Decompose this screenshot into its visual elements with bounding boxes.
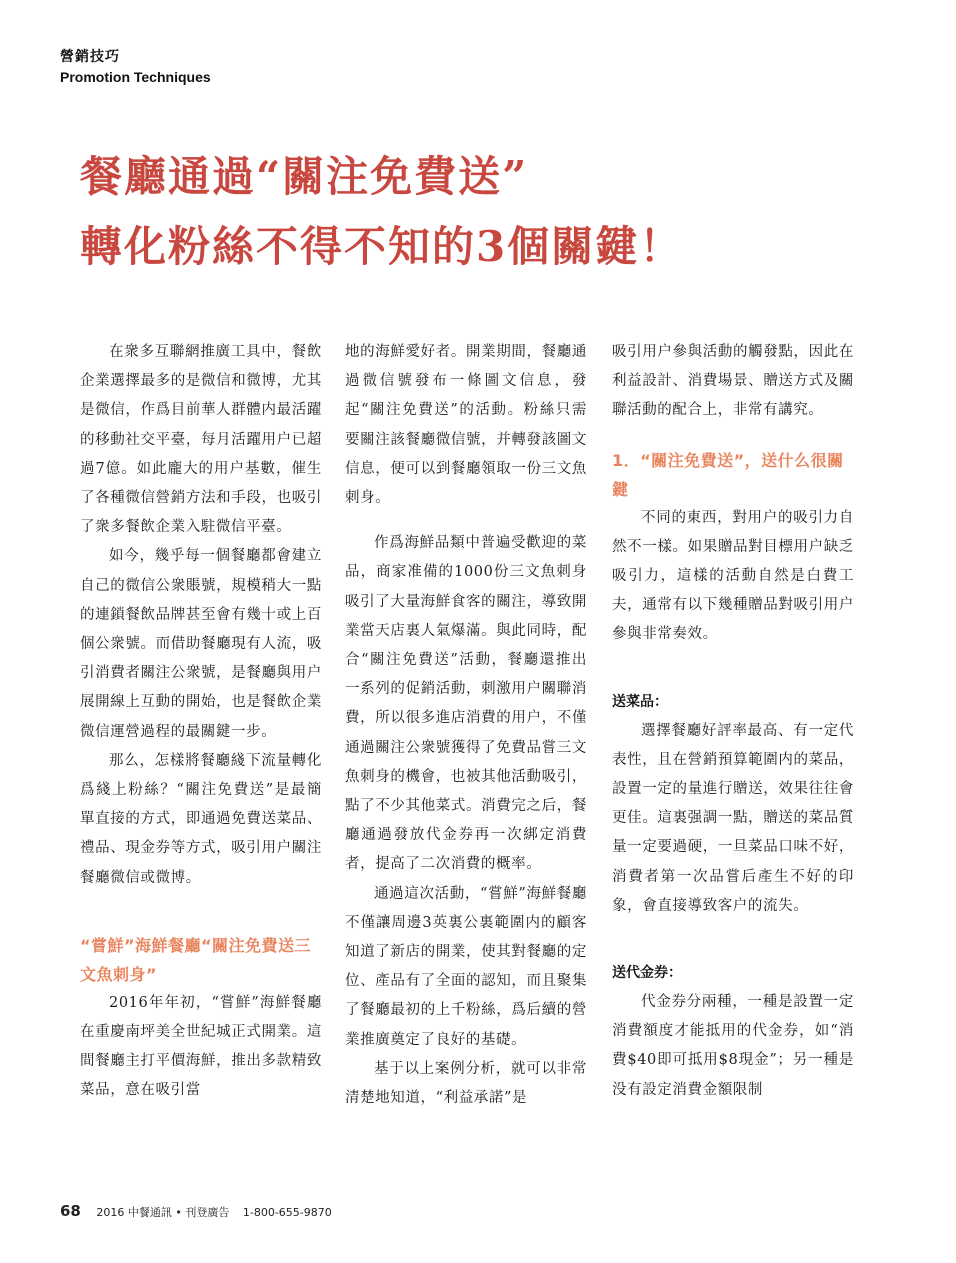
- paragraph: 不同的東西，對用户的吸引力自然不一樣。如果贈品對目標用户缺乏吸引力，這樣的活動自然是白費工夫，通常有以下幾種贈品對吸引用户參與非常奏效。: [612, 509, 854, 643]
- article-title-line-1: 餐廳通過“關注免費送”: [80, 152, 529, 201]
- paragraph: 如今，幾乎每一個餐廳都會建立自己的微信公衆賬號，規模稍大一點的連鎖餐飲品牌甚至會有幾十或上百個公衆號。而借助餐廳現有人流，吸引消費者關注公衆號，是餐廳與用户展開線上互動的開始，也是餐飲企業微信運營過程的最關鍵一步。: [80, 548, 322, 740]
- publication-info: 2016 中餐通訊 • 刊登廣告: [96, 1206, 230, 1219]
- article-title-line-2: 轉化粉絲不得不知的3個關鍵！: [80, 222, 684, 271]
- section-heading: 1．“關注免費送”，送什么很關鍵: [612, 450, 844, 499]
- text-column-3: [612, 338, 854, 1105]
- phone-number: 1-800-655-9870: [242, 1206, 332, 1219]
- page-number: 68: [60, 1202, 81, 1220]
- section-label-zh: 營銷技巧: [60, 49, 120, 65]
- sub-heading: 送菜品：: [612, 693, 668, 710]
- paragraph: 2016年年初，“嘗鮮”海鮮餐廳在重慶南坪美全世紀城正式開業。這間餐廳主打平價海鮮，推出多款精致菜品，意在吸引當: [80, 994, 322, 1099]
- text-column-1: [80, 338, 322, 1106]
- paragraph: 作爲海鮮品類中普遍受歡迎的菜品，商家准備的1000份三文魚刺身吸引了大量海鮮食客的關注，導致開業當天店裏人氣爆滿。與此同時，配合“關注免費送”活動，餐廳還推出一系列的促銷活動，刺激用户關聯消費，所以很多進店消費的用户，不僅通過關注公衆號獲得了免費品嘗三文魚刺身的機會，也被其他活動吸引，點了不少其他菜式。消費完之后，餐廳通過發放代金券再一次綁定消費者，提高了二次消費的概率。: [345, 535, 587, 873]
- paragraph: 基于以上案例分析，就可以非常清楚地知道，“利益承諾”是: [345, 1060, 587, 1107]
- paragraph: 在衆多互聯網推廣工具中，餐飲企業選擇最多的是微信和微博，尤其是微信，作爲目前華人群體内最活躍的移動社交平臺，每月活躍用户已超過7億。如此龐大的用户基數，催生了各種微信營銷方法和手段，也吸引了衆多餐飲企業入駐微信平臺。: [80, 344, 322, 536]
- paragraph: 吸引用户參與活動的觸發點，因此在利益設計、消費場景、贈送方式及關聯活動的配合上，非常有講究。: [612, 344, 854, 419]
- sub-heading: 送代金券：: [612, 965, 682, 982]
- article-title: [80, 142, 900, 282]
- section-label-en: Promotion Techniques: [60, 69, 211, 85]
- paragraph: 代金券分兩種，一種是設置一定消費額度才能抵用的代金券，如“消費$40即可抵用$8現金”；另一種是没有設定消費金額限制: [612, 994, 854, 1098]
- paragraph: 那么，怎樣將餐廳綫下流量轉化爲綫上粉絲？“關注免費送”是最簡單直接的方式，即通過免費送菜品、禮品、現金券等方式，吸引用户關注餐廳微信或微博。: [80, 752, 322, 886]
- paragraph: 地的海鮮愛好者。開業期間，餐廳通過微信號發布一條圖文信息，發起“關注免費送”的活動。粉絲只需要關注該餐廳微信號，并轉發該圖文信息，便可以到餐廳領取一份三文魚刺身。: [345, 344, 587, 507]
- page-footer: [60, 1202, 332, 1220]
- section-heading: “嘗鮮”海鮮餐廳“關注免費送三文魚刺身”: [80, 935, 312, 984]
- paragraph: 通過這次活動，“嘗鮮”海鮮餐廳不僅讓周邊3英裏公裏範圍内的顧客知道了新店的開業，使其對餐廳的定位、產品有了全面的認知，而且聚集了餐廳最初的上千粉絲，爲后續的營業推廣奠定了良好的基礎。: [345, 885, 587, 1048]
- text-column-2: [345, 338, 587, 1113]
- section-header: [60, 50, 211, 84]
- paragraph: 選擇餐廳好評率最高、有一定代表性，且在營銷預算範圍内的菜品，設置一定的量進行贈送，效果往往會更佳。這裏强調一點，贈送的菜品質量一定要過硬，一旦菜品口味不好，消費者第一次品嘗后產生不好的印象，會直接導致客户的流失。: [612, 722, 854, 914]
